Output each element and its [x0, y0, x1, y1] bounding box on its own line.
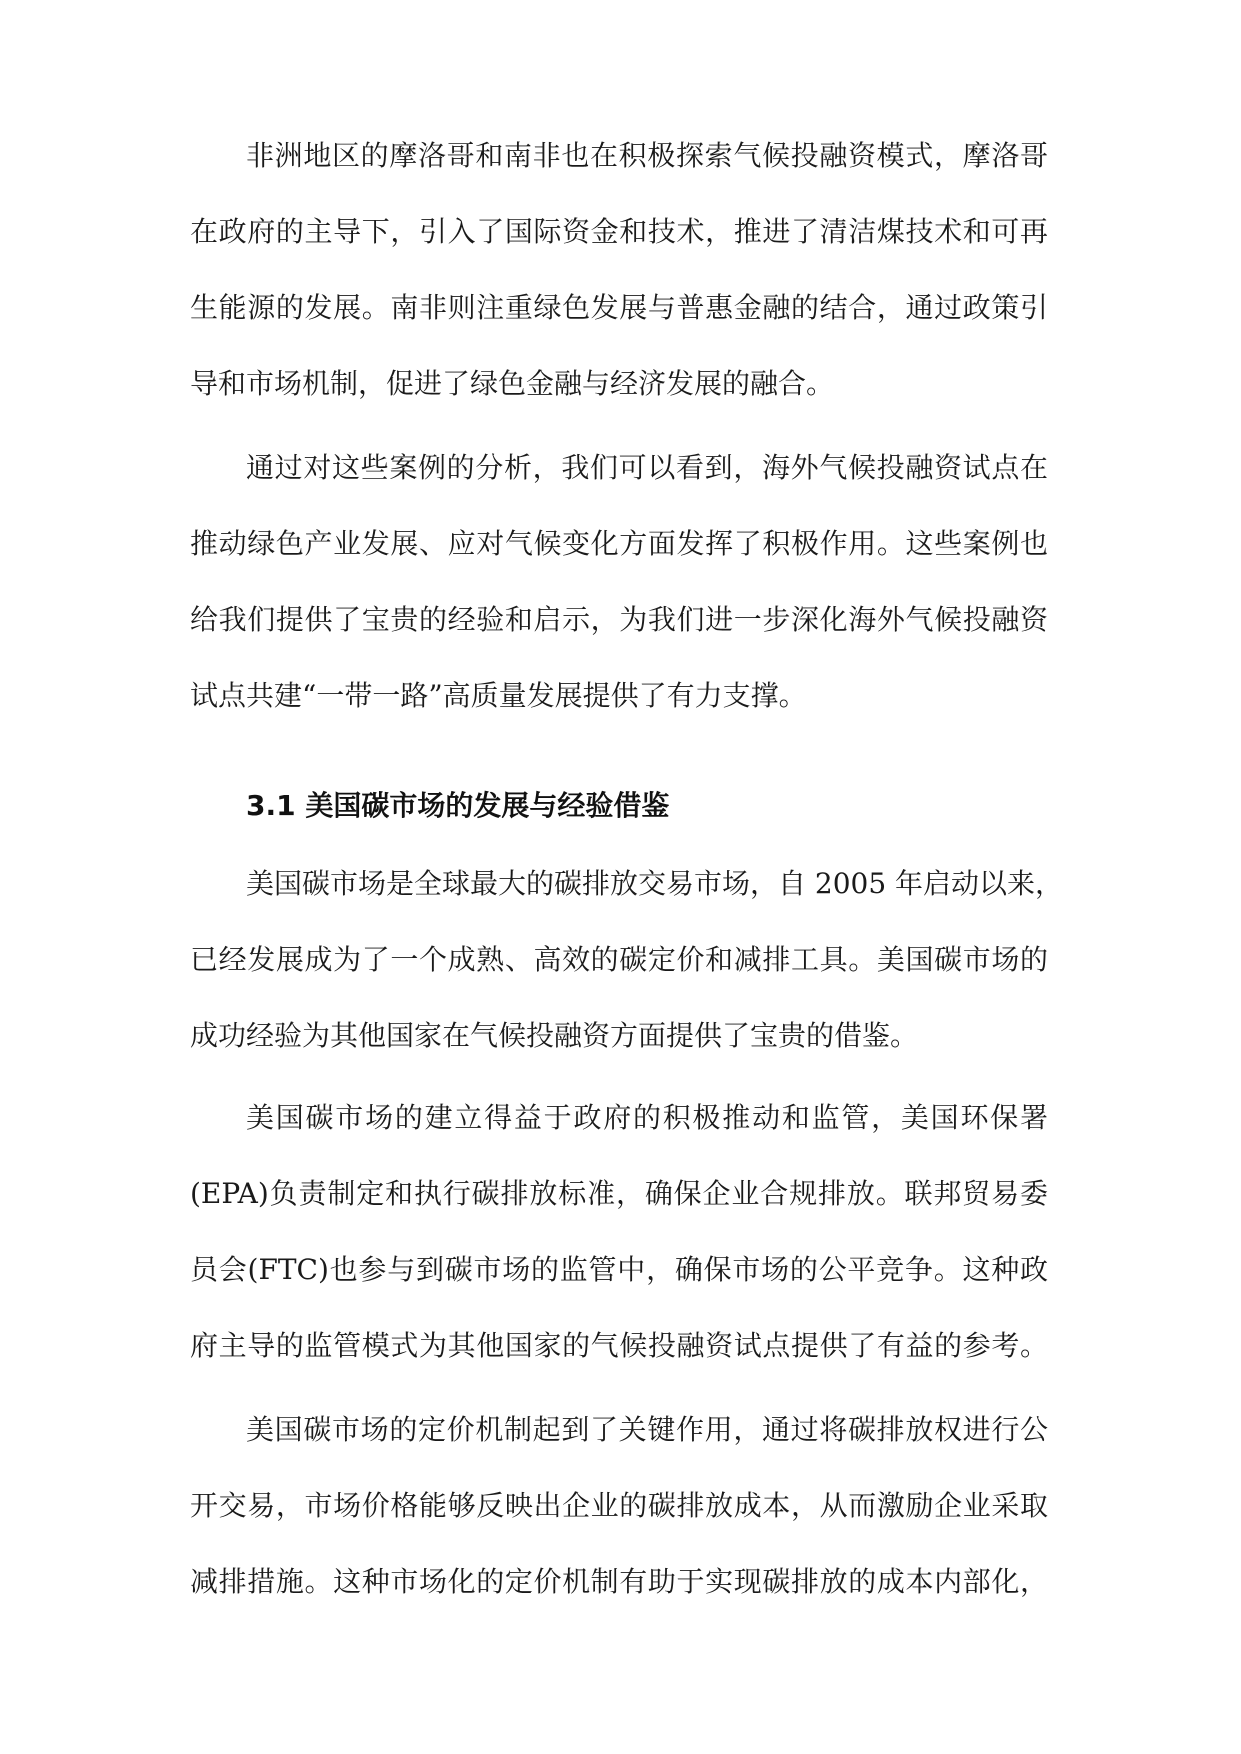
section-paragraph-1-line-2: 已经发展成为了一个成熟、高效的碳定价和减排工具。美国碳市场的 — [190, 943, 1048, 976]
section-paragraph-2-line-2: (EPA)负责制定和执行碳排放标准，确保企业合规排放。联邦贸易委 — [190, 1177, 1048, 1210]
paragraph-2-line-3: 给我们提供了宝贵的经验和启示，为我们进一步深化海外气候投融资 — [190, 603, 1048, 636]
paragraph-2-line-4: 试点共建“一带一路”高质量发展提供了有力支撑。 — [190, 679, 807, 712]
section-paragraph-3-line-3: 减排措施。这种市场化的定价机制有助于实现碳排放的成本内部化， — [190, 1565, 1048, 1598]
section-paragraph-2-line-1: 美国碳市场的建立得益于政府的积极推动和监管，美国环保署 — [246, 1101, 1048, 1134]
section-paragraph-3-line-1: 美国碳市场的定价机制起到了关键作用，通过将碳排放权进行公 — [246, 1413, 1048, 1446]
section-paragraph-1-line-1: 美国碳市场是全球最大的碳排放交易市场，自 2005 年启动以来， — [246, 867, 1064, 900]
section-paragraph-2-line-3: 员会(FTC)也参与到碳市场的监管中，确保市场的公平竞争。这种政 — [190, 1253, 1048, 1286]
paragraph-1-line-4: 导和市场机制，促进了绿色金融与经济发展的融合。 — [190, 367, 835, 400]
section-paragraph-3-line-2: 开交易，市场价格能够反映出企业的碳排放成本，从而激励企业采取 — [190, 1489, 1048, 1522]
paragraph-1-line-2: 在政府的主导下，引入了国际资金和技术，推进了清洁煤技术和可再 — [190, 215, 1048, 248]
section-heading: 3.1 美国碳市场的发展与经验借鉴 — [246, 789, 670, 822]
paragraph-1-line-3: 生能源的发展。南非则注重绿色发展与普惠金融的结合，通过政策引 — [190, 291, 1048, 324]
section-paragraph-1-line-3: 成功经验为其他国家在气候投融资方面提供了宝贵的借鉴。 — [190, 1019, 919, 1052]
paragraph-1-line-1: 非洲地区的摩洛哥和南非也在积极探索气候投融资模式，摩洛哥 — [246, 139, 1048, 172]
paragraph-2-line-1: 通过对这些案例的分析，我们可以看到，海外气候投融资试点在 — [246, 451, 1048, 484]
section-paragraph-2-line-4: 府主导的监管模式为其他国家的气候投融资试点提供了有益的参考。 — [190, 1329, 1048, 1362]
paragraph-2-line-2: 推动绿色产业发展、应对气候变化方面发挥了积极作用。这些案例也 — [190, 527, 1048, 560]
